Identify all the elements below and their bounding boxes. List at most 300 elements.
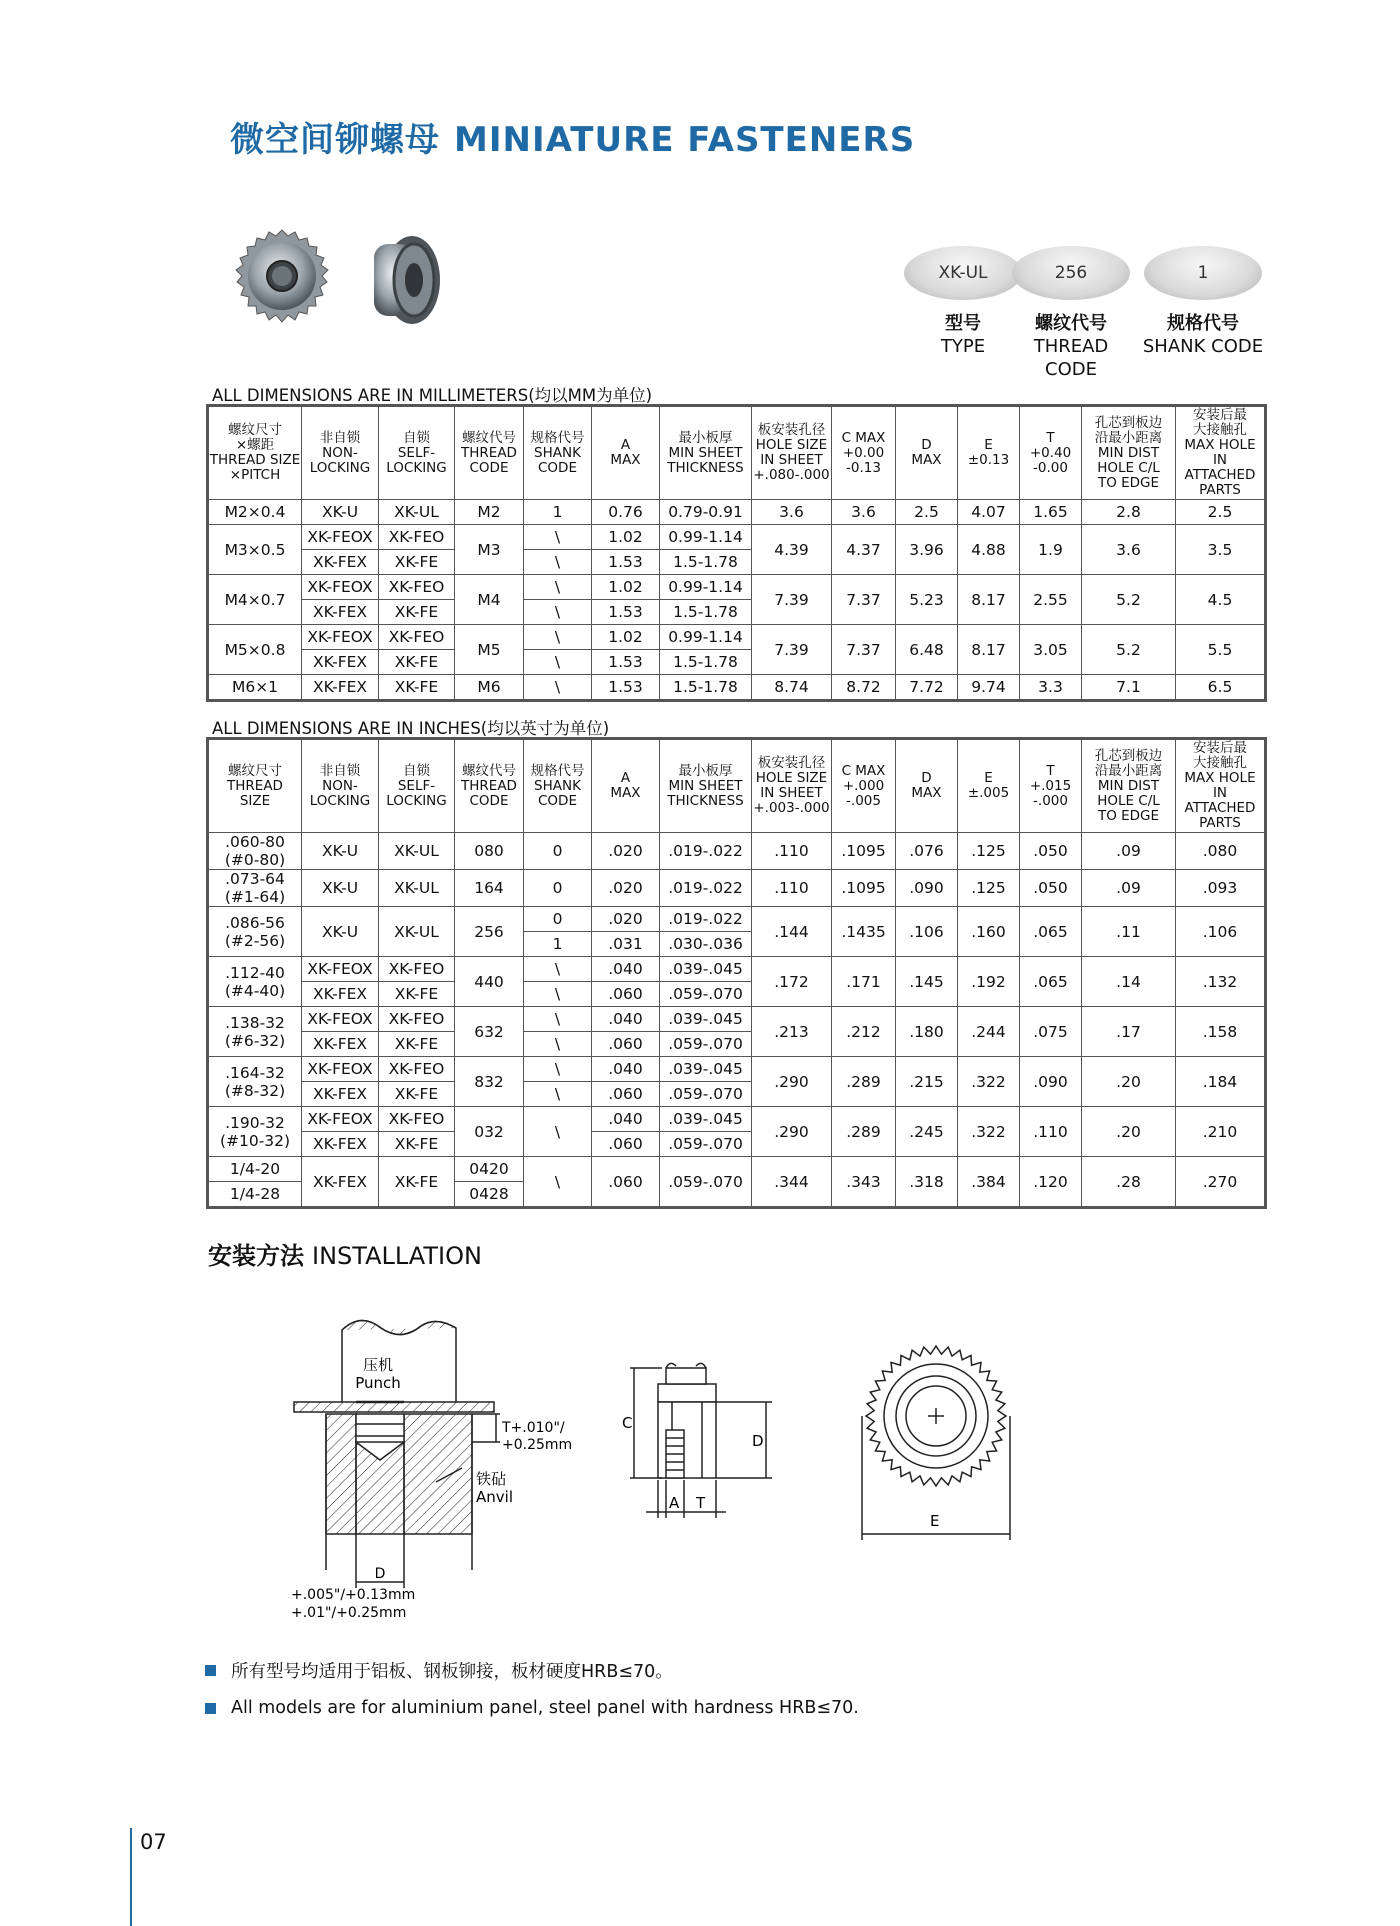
t-cell: 2.55 <box>1020 575 1082 625</box>
e-cell: 4.88 <box>958 525 1020 575</box>
non-locking-cell: XK-FEOX <box>302 1007 379 1032</box>
shank-code-cell: \ <box>524 957 592 982</box>
a-max-cell: .020 <box>592 907 660 932</box>
table-row <box>208 525 1266 550</box>
min-sheet-cell: .039-.045 <box>660 957 752 982</box>
shank-code-cell: 1 <box>524 500 592 525</box>
dist-cell: 7.1 <box>1082 675 1176 701</box>
inch-table-caption: ALL DIMENSIONS ARE IN INCHES(均以英寸为单位) <box>212 719 610 738</box>
shank-code-pill: 1 <box>1144 246 1262 300</box>
column-header: C MAX +0.00 -0.13 <box>832 406 896 500</box>
table-row <box>208 1107 1266 1132</box>
column-header: C MAX +.000 -.005 <box>832 739 896 833</box>
shank-code-cell: \ <box>524 600 592 625</box>
thread-code-cell: M5 <box>455 625 524 675</box>
t-cell: .075 <box>1020 1007 1082 1057</box>
a-max-cell: .040 <box>592 1107 660 1132</box>
mm-spec-table <box>206 404 1267 702</box>
non-locking-cell: XK-FEX <box>302 675 379 701</box>
min-sheet-cell: .019-.022 <box>660 833 752 870</box>
c-cell: .1095 <box>832 870 896 907</box>
mm-table-caption: ALL DIMENSIONS ARE IN MILLIMETERS(均以MM为单位) <box>212 386 653 405</box>
fastener-side-photo <box>374 236 440 324</box>
non-locking-cell: XK-FEX <box>302 982 379 1007</box>
thread-code-cell: 080 <box>455 833 524 870</box>
self-locking-cell: XK-FEO <box>379 575 455 600</box>
installation-press-diagram <box>286 1312 586 1622</box>
table-row <box>208 870 1266 907</box>
c-cell: 3.6 <box>832 500 896 525</box>
self-locking-cell: XK-FE <box>379 1032 455 1057</box>
column-header: 螺纹尺寸 ×螺距 THREAD SIZE ×PITCH <box>208 406 302 500</box>
d-cell: 2.5 <box>896 500 958 525</box>
maxhole-cell: .106 <box>1176 907 1266 957</box>
table-row <box>208 907 1266 932</box>
column-header: 螺纹代号 THREAD CODE <box>455 406 524 500</box>
d-cell: .318 <box>896 1157 958 1208</box>
self-locking-cell: XK-FEO <box>379 1057 455 1082</box>
column-header: 非自锁 NON- LOCKING <box>302 739 379 833</box>
c-cell: .289 <box>832 1057 896 1107</box>
shank-code-cell: 0 <box>524 907 592 932</box>
d-cell: 7.72 <box>896 675 958 701</box>
self-locking-cell: XK-FE <box>379 1132 455 1157</box>
d-label: D <box>374 1566 386 1582</box>
non-locking-cell: XK-FEX <box>302 1157 379 1208</box>
non-locking-cell: XK-FEOX <box>302 575 379 600</box>
thread-code-cell: 440 <box>455 957 524 1007</box>
dist-cell: .17 <box>1082 1007 1176 1057</box>
thread-size-cell: M3×0.5 <box>208 525 302 575</box>
dist-cell: .09 <box>1082 870 1176 907</box>
table-row <box>208 675 1266 701</box>
column-header: 自锁 SELF- LOCKING <box>379 739 455 833</box>
note-en: All models are for aluminium panel, steel panel with hardness HRB≤70. <box>205 1698 859 1718</box>
d-cell: .145 <box>896 957 958 1007</box>
t-cell: .065 <box>1020 907 1082 957</box>
column-header: 板安装孔径 HOLE SIZE IN SHEET +.080-.000 <box>752 406 832 500</box>
non-locking-cell: XK-FEX <box>302 650 379 675</box>
thread-size-cell: .164-32 (#8-32) <box>208 1057 302 1107</box>
shank-code-cell: 1 <box>524 932 592 957</box>
c-cell: .289 <box>832 1107 896 1157</box>
self-locking-cell: XK-FEO <box>379 1007 455 1032</box>
maxhole-cell: .080 <box>1176 833 1266 870</box>
d-tolerance-line1: +.005"/+0.13mm <box>291 1587 416 1603</box>
min-sheet-cell: .059-.070 <box>660 982 752 1007</box>
bullet-icon <box>205 1703 216 1714</box>
e-cell: 8.17 <box>958 625 1020 675</box>
maxhole-cell: 4.5 <box>1176 575 1266 625</box>
thread-size-cell: 1/4-20 <box>208 1157 302 1182</box>
page-title <box>230 112 915 161</box>
type-code-label: 型号 TYPE <box>940 313 986 357</box>
min-sheet-cell: 1.5-1.78 <box>660 600 752 625</box>
d-cell: .245 <box>896 1107 958 1157</box>
thread-size-cell: M6×1 <box>208 675 302 701</box>
thread-size-cell: .073-64 (#1-64) <box>208 870 302 907</box>
d-cell: 3.96 <box>896 525 958 575</box>
column-header: 最小板厚 MIN SHEET THICKNESS <box>660 406 752 500</box>
e-cell: .322 <box>958 1107 1020 1157</box>
thread-code-cell: M2 <box>455 500 524 525</box>
table-row <box>208 1057 1266 1082</box>
inch-spec-table <box>206 737 1267 1209</box>
a-max-cell: 0.76 <box>592 500 660 525</box>
table-row <box>208 1007 1266 1032</box>
c-cell: .171 <box>832 957 896 1007</box>
thread-size-cell: .190-32 (#10-32) <box>208 1107 302 1157</box>
hole-cell: 3.6 <box>752 500 832 525</box>
dim-t-label: T <box>696 1494 706 1512</box>
self-locking-cell: XK-FEO <box>379 625 455 650</box>
non-locking-cell: XK-FEOX <box>302 525 379 550</box>
t-cell: .110 <box>1020 1107 1082 1157</box>
table-row <box>208 957 1266 982</box>
thread-size-cell: .060-80 (#0-80) <box>208 833 302 870</box>
self-locking-cell: XK-UL <box>379 833 455 870</box>
self-locking-cell: XK-FE <box>379 650 455 675</box>
t-tolerance-line1: T+.010"/ <box>502 1420 565 1436</box>
maxhole-cell: .158 <box>1176 1007 1266 1057</box>
column-header: 规格代号 SHANK CODE <box>524 406 592 500</box>
a-max-cell: 1.53 <box>592 600 660 625</box>
title-en: MINIATURE FASTENERS <box>454 120 916 160</box>
min-sheet-cell: .059-.070 <box>660 1082 752 1107</box>
maxhole-cell: 3.5 <box>1176 525 1266 575</box>
a-max-cell: .060 <box>592 1157 660 1208</box>
page-number: 07 <box>140 1830 167 1854</box>
fastener-top-drawing <box>848 1344 1028 1544</box>
table-row <box>208 833 1266 870</box>
dist-cell: .20 <box>1082 1107 1176 1157</box>
dist-cell: .14 <box>1082 957 1176 1007</box>
column-header: 安装后最 大接触孔 MAX HOLE IN ATTACHED PARTS <box>1176 406 1266 500</box>
c-cell: 7.37 <box>832 625 896 675</box>
hole-cell: 4.39 <box>752 525 832 575</box>
a-max-cell: .031 <box>592 932 660 957</box>
min-sheet-cell: .019-.022 <box>660 907 752 932</box>
thread-code-label: 螺纹代号 THREAD CODE <box>1033 313 1109 380</box>
t-cell: 3.05 <box>1020 625 1082 675</box>
shank-code-cell: \ <box>524 525 592 550</box>
t-tolerance-line2: +0.25mm <box>502 1437 573 1453</box>
e-cell: .160 <box>958 907 1020 957</box>
column-header: E ±.005 <box>958 739 1020 833</box>
thread-size-cell: M2×0.4 <box>208 500 302 525</box>
c-cell: 8.72 <box>832 675 896 701</box>
min-sheet-cell: 0.79-0.91 <box>660 500 752 525</box>
self-locking-cell: XK-UL <box>379 907 455 957</box>
self-locking-cell: XK-FE <box>379 1157 455 1208</box>
self-locking-cell: XK-FE <box>379 982 455 1007</box>
non-locking-cell: XK-FEOX <box>302 1107 379 1132</box>
thread-size-cell: 1/4-28 <box>208 1182 302 1208</box>
page-number-rule <box>130 1828 132 1926</box>
column-header: 规格代号 SHANK CODE <box>524 739 592 833</box>
e-cell: 4.07 <box>958 500 1020 525</box>
maxhole-cell: .270 <box>1176 1157 1266 1208</box>
non-locking-cell: XK-FEX <box>302 1082 379 1107</box>
maxhole-cell: .132 <box>1176 957 1266 1007</box>
t-cell: .065 <box>1020 957 1082 1007</box>
maxhole-cell: .093 <box>1176 870 1266 907</box>
type-code-pill: XK-UL <box>904 246 1022 300</box>
min-sheet-cell: 1.5-1.78 <box>660 550 752 575</box>
min-sheet-cell: .059-.070 <box>660 1032 752 1057</box>
column-header: 安装后最 大接触孔 MAX HOLE IN ATTACHED PARTS <box>1176 739 1266 833</box>
shank-code-cell: \ <box>524 1032 592 1057</box>
punch-label-en: Punch <box>355 1374 401 1392</box>
c-cell: 4.37 <box>832 525 896 575</box>
anvil-label-en: Anvil <box>476 1488 513 1506</box>
thread-size-cell: .112-40 (#4-40) <box>208 957 302 1007</box>
thread-size-cell: M5×0.8 <box>208 625 302 675</box>
column-header: 最小板厚 MIN SHEET THICKNESS <box>660 739 752 833</box>
shank-code-cell: \ <box>524 625 592 650</box>
a-max-cell: .040 <box>592 1057 660 1082</box>
dist-cell: .20 <box>1082 1057 1176 1107</box>
min-sheet-cell: 1.5-1.78 <box>660 650 752 675</box>
fastener-front-photo <box>236 230 328 322</box>
a-max-cell: 1.53 <box>592 675 660 701</box>
hole-cell: 7.39 <box>752 625 832 675</box>
thread-code-cell: 256 <box>455 907 524 957</box>
non-locking-cell: XK-FEOX <box>302 957 379 982</box>
d-tolerance-line2: +.01"/+0.25mm <box>291 1605 407 1621</box>
t-cell: .120 <box>1020 1157 1082 1208</box>
column-header: 板安装孔径 HOLE SIZE IN SHEET +.003-.000 <box>752 739 832 833</box>
thread-size-cell: M4×0.7 <box>208 575 302 625</box>
header-row <box>208 739 1266 833</box>
hole-cell: .144 <box>752 907 832 957</box>
dist-cell: .09 <box>1082 833 1176 870</box>
non-locking-cell: XK-U <box>302 833 379 870</box>
a-max-cell: 1.53 <box>592 550 660 575</box>
c-cell: .1435 <box>832 907 896 957</box>
shank-code-cell: \ <box>524 1107 592 1157</box>
title-zh: 微空间铆螺母 <box>230 120 440 160</box>
t-cell: 1.65 <box>1020 500 1082 525</box>
e-cell: .192 <box>958 957 1020 1007</box>
dist-cell: 5.2 <box>1082 625 1176 675</box>
self-locking-cell: XK-FE <box>379 1082 455 1107</box>
min-sheet-cell: .030-.036 <box>660 932 752 957</box>
c-cell: .212 <box>832 1007 896 1057</box>
column-header: T +.015 -.000 <box>1020 739 1082 833</box>
installation-heading: 安装方法 INSTALLATION <box>208 1242 482 1270</box>
non-locking-cell: XK-U <box>302 907 379 957</box>
maxhole-cell: 6.5 <box>1176 675 1266 701</box>
dist-cell: .11 <box>1082 907 1176 957</box>
maxhole-cell: 5.5 <box>1176 625 1266 675</box>
d-cell: .090 <box>896 870 958 907</box>
shank-code-cell: \ <box>524 675 592 701</box>
header-row <box>208 406 1266 500</box>
d-cell: .076 <box>896 833 958 870</box>
shank-code-cell: \ <box>524 1057 592 1082</box>
min-sheet-cell: 0.99-1.14 <box>660 625 752 650</box>
a-max-cell: .040 <box>592 1007 660 1032</box>
hole-cell: .213 <box>752 1007 832 1057</box>
e-cell: .125 <box>958 870 1020 907</box>
dist-cell: 2.8 <box>1082 500 1176 525</box>
dist-cell: .28 <box>1082 1157 1176 1208</box>
column-header: 孔芯到板边 沿最小距离 MIN DIST HOLE C/L TO EDGE <box>1082 739 1176 833</box>
a-max-cell: .060 <box>592 1132 660 1157</box>
shank-code-cell: 0 <box>524 833 592 870</box>
dim-c-label: C <box>622 1414 633 1432</box>
a-max-cell: .060 <box>592 982 660 1007</box>
maxhole-cell: 2.5 <box>1176 500 1266 525</box>
hole-cell: 7.39 <box>752 575 832 625</box>
column-header: E ±0.13 <box>958 406 1020 500</box>
shank-code-cell: 0 <box>524 870 592 907</box>
non-locking-cell: XK-FEX <box>302 1132 379 1157</box>
e-cell: .244 <box>958 1007 1020 1057</box>
table-row <box>208 1157 1266 1182</box>
thread-code-cell: 0428 <box>455 1182 524 1208</box>
table-row <box>208 575 1266 600</box>
column-header: 非自锁 NON- LOCKING <box>302 406 379 500</box>
a-max-cell: .060 <box>592 1082 660 1107</box>
min-sheet-cell: .059-.070 <box>660 1157 752 1208</box>
d-cell: 5.23 <box>896 575 958 625</box>
min-sheet-cell: 0.99-1.14 <box>660 525 752 550</box>
a-max-cell: 1.02 <box>592 525 660 550</box>
c-cell: .343 <box>832 1157 896 1208</box>
hole-cell: .290 <box>752 1107 832 1157</box>
maxhole-cell: .184 <box>1176 1057 1266 1107</box>
shank-code-cell: \ <box>524 982 592 1007</box>
column-header: 自锁 SELF- LOCKING <box>379 406 455 500</box>
c-cell: .1095 <box>832 833 896 870</box>
d-cell: .180 <box>896 1007 958 1057</box>
column-header: 螺纹代号 THREAD CODE <box>455 739 524 833</box>
min-sheet-cell: 0.99-1.14 <box>660 575 752 600</box>
punch-label-zh: 压机 <box>362 1356 394 1374</box>
column-header: 螺纹尺寸 THREAD SIZE <box>208 739 302 833</box>
part-code-breakdown <box>904 246 1274 380</box>
shank-code-label: 规格代号 SHANK CODE <box>1142 313 1264 357</box>
non-locking-cell: XK-FEX <box>302 1032 379 1057</box>
hole-cell: .172 <box>752 957 832 1007</box>
dim-d-label: D <box>752 1432 764 1450</box>
a-max-cell: 1.02 <box>592 575 660 600</box>
min-sheet-cell: 1.5-1.78 <box>660 675 752 701</box>
self-locking-cell: XK-UL <box>379 870 455 907</box>
column-header: 孔芯到板边 沿最小距离 MIN DIST HOLE C/L TO EDGE <box>1082 406 1176 500</box>
non-locking-cell: XK-FEX <box>302 600 379 625</box>
d-cell: .215 <box>896 1057 958 1107</box>
self-locking-cell: XK-FE <box>379 600 455 625</box>
min-sheet-cell: .039-.045 <box>660 1057 752 1082</box>
a-max-cell: .020 <box>592 870 660 907</box>
column-header: A MAX <box>592 406 660 500</box>
bullet-icon <box>205 1665 216 1676</box>
non-locking-cell: XK-FEOX <box>302 1057 379 1082</box>
thread-code-cell: 164 <box>455 870 524 907</box>
t-cell: .050 <box>1020 870 1082 907</box>
maxhole-cell: .210 <box>1176 1107 1266 1157</box>
thread-size-cell: .138-32 (#6-32) <box>208 1007 302 1057</box>
non-locking-cell: XK-FEOX <box>302 625 379 650</box>
hole-cell: .290 <box>752 1057 832 1107</box>
e-cell: .125 <box>958 833 1020 870</box>
thread-code-cell: M3 <box>455 525 524 575</box>
column-header: D MAX <box>896 739 958 833</box>
thread-code-cell: 032 <box>455 1107 524 1157</box>
non-locking-cell: XK-U <box>302 500 379 525</box>
a-max-cell: 1.53 <box>592 650 660 675</box>
dist-cell: 5.2 <box>1082 575 1176 625</box>
dim-e-label: E <box>930 1512 940 1530</box>
min-sheet-cell: .039-.045 <box>660 1107 752 1132</box>
self-locking-cell: XK-FEO <box>379 1107 455 1132</box>
fastener-side-drawing <box>606 1352 786 1532</box>
thread-code-cell: M6 <box>455 675 524 701</box>
hole-cell: 8.74 <box>752 675 832 701</box>
min-sheet-cell: .059-.070 <box>660 1132 752 1157</box>
self-locking-cell: XK-FEO <box>379 957 455 982</box>
self-locking-cell: XK-FEO <box>379 525 455 550</box>
self-locking-cell: XK-UL <box>379 500 455 525</box>
e-cell: .322 <box>958 1057 1020 1107</box>
e-cell: 9.74 <box>958 675 1020 701</box>
column-header: D MAX <box>896 406 958 500</box>
note-zh: 所有型号均适用于铝板、钢板铆接，板材硬度HRB≤70。 <box>205 1658 673 1683</box>
a-max-cell: .060 <box>592 1032 660 1057</box>
min-sheet-cell: .039-.045 <box>660 1007 752 1032</box>
thread-code-cell: M4 <box>455 575 524 625</box>
t-cell: .050 <box>1020 833 1082 870</box>
hole-cell: .344 <box>752 1157 832 1208</box>
anvil-label-zh: 铁砧 <box>476 1470 507 1488</box>
d-cell: .106 <box>896 907 958 957</box>
dim-a-label: A <box>669 1494 680 1512</box>
e-cell: .384 <box>958 1157 1020 1208</box>
column-header: A MAX <box>592 739 660 833</box>
table-row <box>208 500 1266 525</box>
t-cell: 3.3 <box>1020 675 1082 701</box>
self-locking-cell: XK-FE <box>379 675 455 701</box>
thread-code-pill: 256 <box>1012 246 1130 300</box>
product-photos <box>222 222 462 352</box>
dist-cell: 3.6 <box>1082 525 1176 575</box>
a-max-cell: .020 <box>592 833 660 870</box>
shank-code-cell: \ <box>524 1007 592 1032</box>
non-locking-cell: XK-FEX <box>302 550 379 575</box>
hole-cell: .110 <box>752 870 832 907</box>
e-cell: 8.17 <box>958 575 1020 625</box>
a-max-cell: 1.02 <box>592 625 660 650</box>
c-cell: 7.37 <box>832 575 896 625</box>
thread-code-cell: 0420 <box>455 1157 524 1182</box>
t-cell: 1.9 <box>1020 525 1082 575</box>
shank-code-cell: \ <box>524 550 592 575</box>
min-sheet-cell: .019-.022 <box>660 870 752 907</box>
thread-code-cell: 632 <box>455 1007 524 1057</box>
t-cell: .090 <box>1020 1057 1082 1107</box>
shank-code-cell: \ <box>524 650 592 675</box>
self-locking-cell: XK-FE <box>379 550 455 575</box>
thread-code-cell: 832 <box>455 1057 524 1107</box>
thread-size-cell: .086-56 (#2-56) <box>208 907 302 957</box>
non-locking-cell: XK-U <box>302 870 379 907</box>
table-row <box>208 625 1266 650</box>
a-max-cell: .040 <box>592 957 660 982</box>
shank-code-cell: \ <box>524 1082 592 1107</box>
